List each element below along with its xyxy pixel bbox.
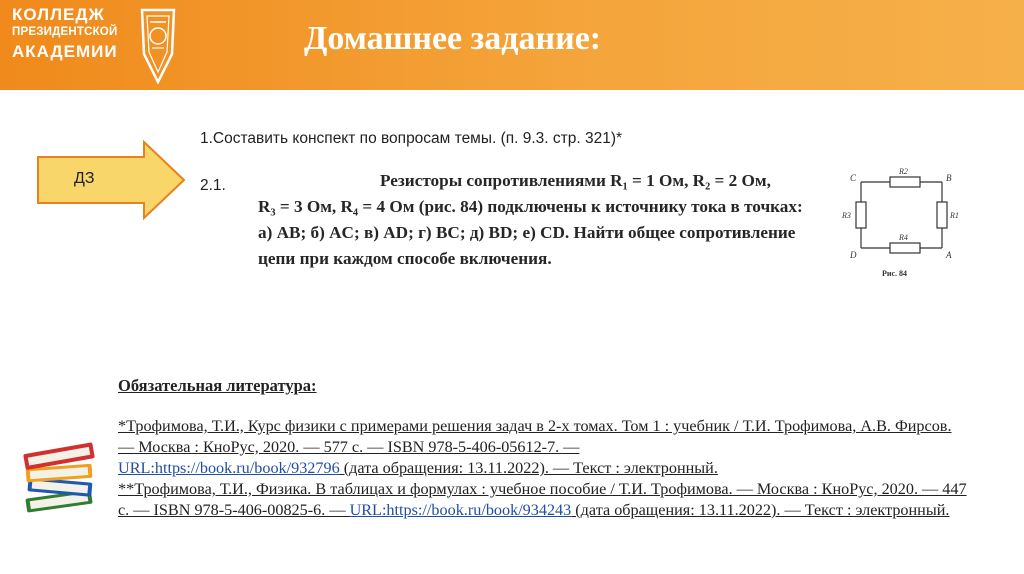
task-1: 1.Составить конспект по вопросам темы. (п. 9.3. стр. 321)*	[200, 130, 623, 147]
node-a-label: A	[946, 250, 952, 260]
college-logo	[12, 6, 118, 60]
r3-label: R3	[842, 211, 851, 220]
problem-text	[258, 168, 818, 272]
resistor-r2	[890, 177, 920, 187]
problem-rest: R₃ = 3 Ом, R₄ = 4 Ом (рис. 84) подключены к источнику тока в точках: а) AB; б) AC; в) AD; г) BC; д) BD; е) CD. Найти общее сопротивление цепи при каждом способе включения.	[258, 197, 803, 268]
reference-1-text: *Трофимова, Т.И., Курс физики с примерами решения задач в 2-х томах. Том 1 : учебник / Т.И. Трофимова, А.В. Фирсов. — Москва : КноРус, 2020. — 577 с. — ISBN 978-5-406-05612-7. —	[118, 417, 952, 456]
figure-caption: Рис. 84	[882, 269, 908, 278]
circuit-diagram	[838, 160, 972, 284]
logo-line-1: КОЛЛЕДЖ	[12, 5, 105, 24]
page-title: Домашнее задание:	[304, 20, 602, 57]
homework-arrow-icon	[36, 140, 186, 220]
resistor-r3	[856, 202, 866, 228]
literature-heading: Обязательная литература:	[118, 376, 317, 395]
books-stack-icon	[20, 436, 102, 516]
resistor-r1	[937, 202, 947, 228]
literature-list	[118, 416, 968, 521]
task-2-number: 2.1.	[200, 177, 226, 194]
logo-line-3: АКАДЕМИИ	[12, 41, 118, 61]
reference-1-link[interactable]: URL:https://book.ru/book/932796	[118, 459, 340, 477]
reference-1-tail: (дата обращения: 13.11.2022). — Текст : электронный.	[339, 459, 718, 477]
node-d-label: D	[850, 250, 857, 260]
r2-label: R2	[899, 167, 908, 176]
r4-label: R4	[899, 233, 908, 242]
resistor-r4	[890, 243, 920, 253]
problem-line-1: Резисторы сопротивлениями R₁ = 1 Ом, R₂ = 2 Ом,	[380, 171, 771, 190]
logo-line-2: ПРЕЗИДЕНТСКОЙ	[12, 26, 118, 38]
reference-2-link[interactable]: URL:https://book.ru/book/934243	[349, 501, 572, 519]
reference-2-text: **Трофимова, Т.И., Физика. В таблицах и формулах : учебное пособие / Т.И. Трофимова. — Москва : КноРус, 2020. — 447 с. — ISBN 978-5-406-00825-6. —	[118, 480, 967, 519]
arrow-label: ДЗ	[74, 170, 95, 187]
header-bar	[0, 0, 1024, 90]
academy-emblem-icon	[136, 2, 180, 86]
reference-2-tail: (дата обращения: 13.11.2022). — Текст : электронный.	[571, 501, 950, 519]
node-b-label: B	[946, 173, 952, 183]
r1-label: R1	[950, 211, 959, 220]
node-c-label: C	[850, 173, 857, 183]
